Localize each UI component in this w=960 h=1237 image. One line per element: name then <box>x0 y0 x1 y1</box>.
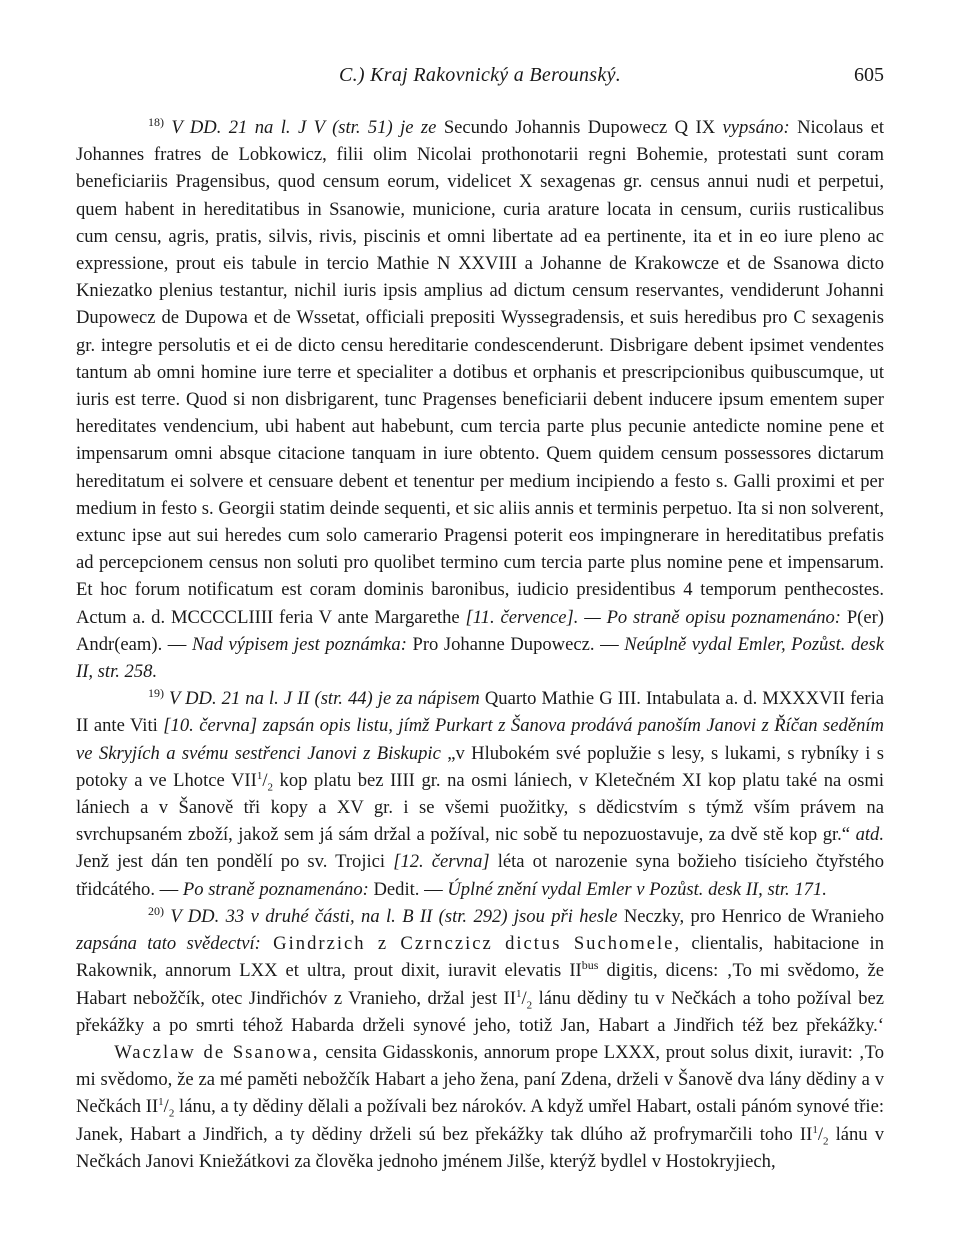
page-header <box>76 64 884 92</box>
fraction: $^1/_2$ <box>812 1123 829 1148</box>
footnote-ref: 20) <box>148 903 164 918</box>
footnote-text: P(er) Andr(eam). — <box>76 606 885 655</box>
footnote-italic: zapsána tato svědectví: <box>76 933 261 955</box>
footnote-head: V DD. 21 na l. J II (str. 44) je za nápisem <box>164 688 480 710</box>
page-number: 605 <box>854 64 884 86</box>
footnote-italic: [12. června] <box>393 851 490 873</box>
footnote-head: V DD. 33 v druhé části, na l. B II (str. 292) jsou při hesle <box>164 905 618 927</box>
footnote-italic: Po straně poznamenáno: <box>182 878 369 900</box>
footnote-text: Secundo Johannis Dupowecz Q IX <box>436 117 723 138</box>
footnote-head: V DD. 21 na l. J V (str. 51) je ze <box>164 117 437 138</box>
footnote-italic: atd. <box>855 824 884 846</box>
footnotes-body <box>76 114 884 1175</box>
footnote-text: Nicolaus et Johannes fratres de Lobkowicz, filii olim Nicolai prothonotarii regni Bohemie, protestati sunt coram beneficiariis Pragensibus, quod censum eorum, videlicet X sexagenas gr. census annui nudi et perpetui, quem habent in hereditatibus in Ssanowie, municione, curia arature locata in censum, curiis rusticalibus cum censu, agris, pratis, silvis, rivis, piscinis et omni libertate ad ea pertinente, ita et in eo iure pleno ac expressione, prout eis tabule in tercio Mathie N XXVIII a Johanne de Krakowcze et de Ssanowa dicto Kniezatko plenius testantur, nichil iuris ipsis amplius ad dictum censum reservantes, vendiderunt Johanni Dupowecz de Dupowa et de Wssetat, officiali prepositi Wyssegradensis, et suis heredibus pro C sexagenis gr. integre persolutis et ei de dicto censu hereditarie condescenderunt. Disbrigare debent ipsimet vendentes tantum ab omni homine iure terre et specialiter a dotibus et orphanis et prescripcionibus quibuscumque, ut iuris est terre. Quod si non disbrigarent, tunc Pragenses beneficiarii debent inducere ipsum ementem super hereditates vendencium, ubi habent aut habebunt, cum tercia parte plus pecunie antedicte nomine pene et impensarum omni absque citacione tanquam in iure obtento. Quem quidem censum possessores dictarum hereditatum ei solvere et censuare debent et tenentur per medium incipiendo a festo s. Galli proximi et per medium in festo s. Georgii statim deinde sequenti, et sic aliis annis et terminis perpetuo. Ita si non solverent, extunc ipse aut sui heredes cum solo camerario Pragensi poterit eos impingnerare in hereditatibus prefatis ad percepcionem census non soluti pro quolibet termino cum tercia parte plus nomine pene et impensarum. Et hoc forum notificatum est coram dominis baronibus, iudicio presidentibus 4 temporum penthecostes. Actum a. d. MCCCCLIIII feria V ante Margarethe <box>76 117 885 628</box>
spaced-name: Gindrzich z Czrnczicz dictus Suchomele, <box>260 933 682 955</box>
footnote-italic: [10. června] zapsán opis listu, jímž Purkart z Šanova prodává panoším Janovi z Říčan seděním ve Skryjích a svému sestřenci Janovi z Biskupic <box>76 715 884 764</box>
footnote-text: „v Hlubokém své poplužie s lesy, s lukami, s rybníky i s potoky a ve Lhotce VII <box>76 742 884 791</box>
footnote-20 <box>76 903 884 1175</box>
footnote-text: lánu v Nečkách Janovi Kniežátkovi za člověka jednoho jménem Jilše, kterýž bydlel v Hostokryjiech, <box>76 1123 885 1172</box>
footnote-19 <box>76 685 884 903</box>
footnote-text: digitis, dicens: ‚To mi svědomo, že Habart nebožčík, otec Jindřichóv z Vranieho, držal jest II <box>76 960 884 1009</box>
footnote-text: lánu, a ty dědiny dělali a požívali bez nárokóv. A když umřel Habart, ostali pánóm synové třie: Janek, Habart a Jindřich, a ty dědiny drželi sú bez překážky tak dlúho až profrymarčili toho II <box>76 1096 884 1145</box>
footnote-text: clientalis, habitacione in Rakownik, annorum LXX et ultra, prout dixit, iuravit elevatis II <box>76 933 884 982</box>
footnote-ref: 19) <box>148 686 164 701</box>
footnote-italic: [11. července]. — Po straně opisu poznamenáno: <box>465 606 841 628</box>
footnote-ref: 18) <box>148 114 164 129</box>
footnote-italic: Úplné znění vydal Emler v Pozůst. desk II, str. 171. <box>447 878 827 900</box>
spaced-name: Waczlaw de Ssanowa, <box>76 1041 320 1063</box>
fraction: $^1/_2$ <box>158 1096 175 1121</box>
footnote-text: kop platu bez IIII gr. na osmi lániech, v Kletečném XI kop platu také na osmi lániech a v Šanově tři kopy a XV gr. i se všemi puožitky, s dědicstvím s týmž vším právem na svrchupsaném zboží, jakož sem já sám držal a požíval, nic sobě tu nepozuostavuje, za dvě stě kop gr.“ <box>76 769 884 846</box>
footnote-text: Dedit. — <box>368 878 448 900</box>
footnote-text: Jenž jest dán ten pondělí po sv. Trojici <box>76 851 394 873</box>
footnote-text: léta ot narozenie syna božieho tisícieho čtyřstého třidcátého. — <box>76 851 884 900</box>
footnote-italic: Neúplně vydal Emler, Pozůst. desk II, str. 258. <box>76 633 885 683</box>
superscript: bus <box>581 958 599 973</box>
running-title: C.) Kraj Rakovnický a Berounský. <box>338 64 622 86</box>
footnote-text: Neczky, pro Henrico de Wranieho <box>617 905 884 927</box>
footnote-text: Pro Johanne Dupowecz. — <box>406 633 625 655</box>
fraction: $^1/_2$ <box>515 987 533 1012</box>
footnote-italic: vypsáno: <box>722 117 790 138</box>
footnote-text: lánu dědiny tu v Nečkách a toho požíval bez překážky a po smrti téhož Habarda drželi synové jeho, totiž Jan, Habart a Jindřich též bez překážky.‘ <box>76 987 884 1036</box>
footnote-italic: Nad výpisem jest poznámka: <box>191 633 407 655</box>
fraction: $^1/_2$ <box>256 769 273 794</box>
footnote-18 <box>76 114 884 685</box>
footnote-text: Quarto Mathie G III. Intabulata a. d. MXXXVII feria II ante Viti <box>76 688 884 737</box>
footnote-text: censita Gidasskonis, annorum prope LXXX, prout solus dixit, iuravit: ‚To mi svědomo, že za mé paměti nebožčík Habart a jeho žena, paní Zdena, drželi v Šanově dva lány dědiny a v Nečkách II <box>76 1041 885 1118</box>
